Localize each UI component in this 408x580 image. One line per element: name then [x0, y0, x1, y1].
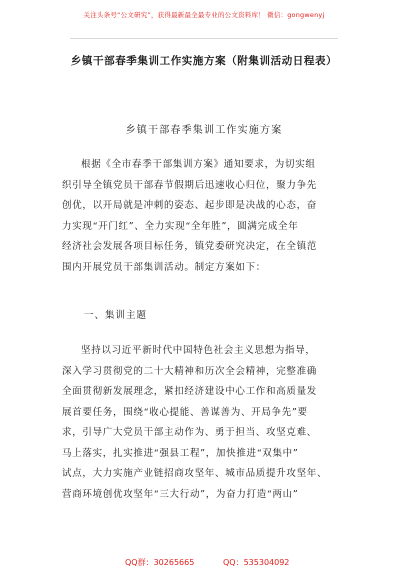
paragraph-line: 展首要任务，围绕“收心提能、善谋善为、开局争先”要 [62, 406, 308, 418]
paragraph-line: 营商环境创优攻坚年“三大行动”，为奋力打造“两山” [62, 488, 299, 500]
paragraph-line: 坚持以习近平新时代中国特色社会主义思想为指导， [81, 345, 316, 356]
intro-paragraph [62, 155, 346, 278]
section-heading: 一、集训主题 [84, 310, 148, 321]
paragraph-line: 求，引导广大党员干部主动作为、勇于担当、攻坚克难、 [62, 427, 318, 438]
paragraph-line: 经济社会发展各项目标任务，镇党委研究决定，在全镇范 [62, 241, 318, 252]
qq-group-number: QQ群：30265665 [125, 558, 195, 567]
paragraph-line: 全面贯彻新发展理念，紧扣经济建设中心工作和高质量发 [62, 386, 318, 397]
promo-banner: 关注头条号“公文研究”，获得最新最全最专业的公文资料库！ 微信：gongwenyj [83, 11, 325, 19]
header-divider [70, 38, 338, 39]
paragraph-line: 创优，以开局就是冲刺的姿态、起步即是决战的心态，奋 [62, 200, 318, 211]
paragraph-line: 力实现“开门红”、全力实现“全年胜”，圆满完成全年 [62, 220, 299, 232]
paragraph-line: 围内开展党员干部集训活动。制定方案如下： [62, 261, 267, 273]
paragraph-line: 织引导全镇党员干部春节假期后迅速收心归位，聚力争先 [62, 179, 318, 191]
theme-paragraph [62, 341, 346, 505]
paragraph-line: 深入学习贯彻党的二十大精神和历次全会精神，完整准确 [62, 365, 318, 377]
qq-number: QQ：535304092 [223, 558, 290, 567]
document-subtitle: 乡镇干部春季集训工作实施方案 [125, 125, 283, 136]
paragraph-line: 根据《全市春季干部集训方案》通知要求，为切实组 [81, 159, 316, 170]
paragraph-line: 试点，大力实施产业链招商攻坚年、城市品质提升攻坚年、 [62, 468, 328, 479]
paragraph-line: 马上落实，扎实推进“强县工程”，加快推进“双集中” [62, 447, 299, 459]
document-title: 乡镇干部春季集训工作实施方案（附集训活动日程表） [70, 55, 338, 67]
